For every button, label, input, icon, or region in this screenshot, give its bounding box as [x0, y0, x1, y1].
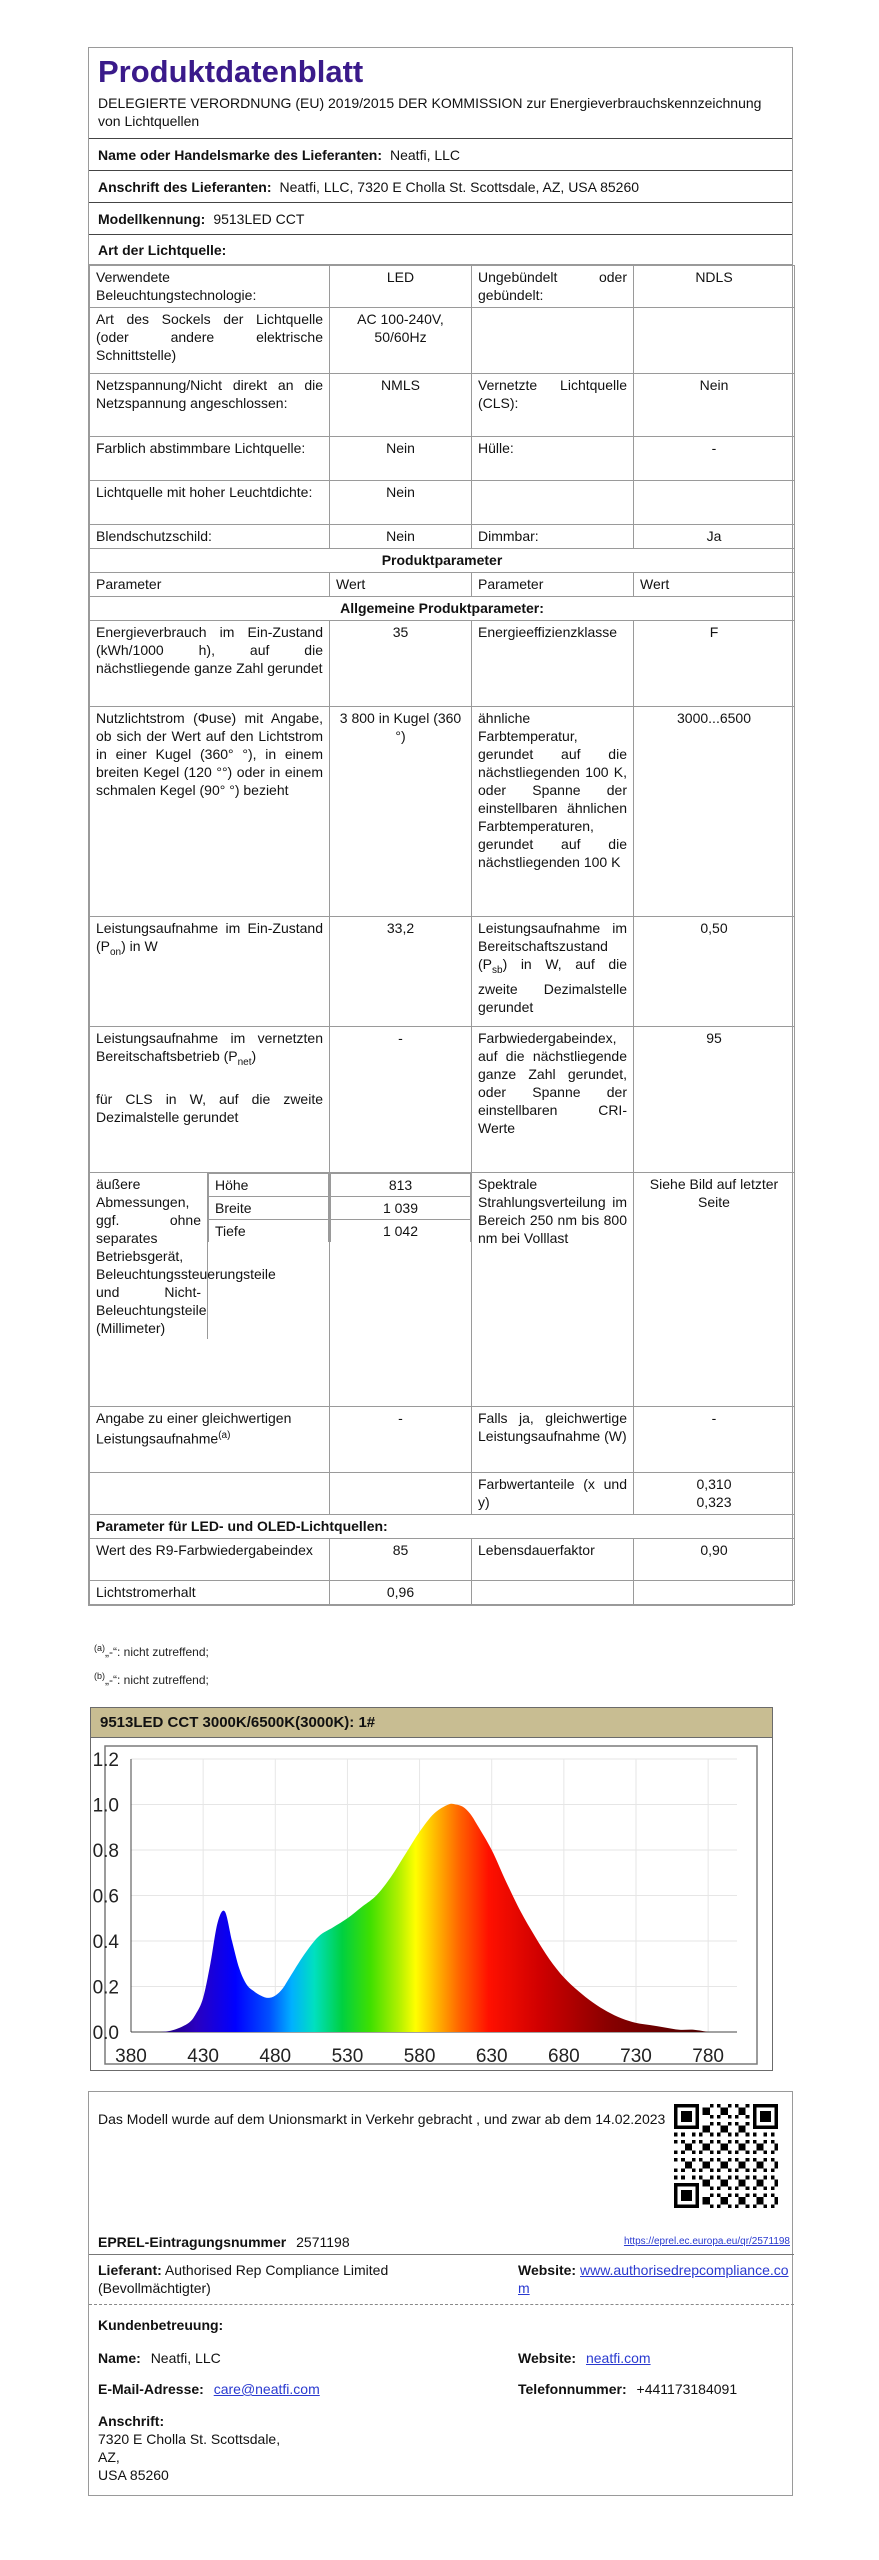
dimension-width-value: 1 039 — [331, 1197, 471, 1220]
standby-power-label — [472, 917, 634, 1027]
chart-title: 9513LED CCT 3000K/6500K(3000K): 1# — [91, 1708, 772, 1738]
table-row — [90, 573, 795, 597]
phone-value: +441173184091 — [636, 2381, 738, 2397]
equivalent-power-value: - — [330, 1407, 472, 1473]
technology-label: Verwendete Beleuchtungstechnologie: — [90, 266, 330, 308]
energy-class-label: Energieeffizienzklasse — [472, 621, 634, 707]
y-tick-label: 1.0 — [92, 1795, 119, 1817]
equivalent-watts-label: Falls ja, gleichwertige Leistungsaufnahme (W) — [472, 1407, 634, 1473]
eprel-info-block — [88, 2091, 793, 2496]
customer-website-label: Website: — [518, 2350, 577, 2366]
customer-address — [98, 2412, 280, 2484]
technology-value: LED — [330, 266, 472, 308]
table-row — [90, 549, 795, 573]
x-tick-label: 680 — [548, 2046, 580, 2067]
regulation-subtitle: DELEGIERTE VERORDNUNG (EU) 2019/2015 DER KOMMISSION zur Energieverbrauchskennzeichnung von Lichtquellen — [98, 95, 762, 129]
useful-flux-value: 3 800 in Kugel (360 °) — [330, 707, 472, 917]
registration-label: EPREL-Eintragungsnummer — [98, 2234, 287, 2250]
light-source-type-row — [89, 235, 792, 265]
customer-website-row — [518, 2349, 651, 2367]
table-row — [90, 437, 795, 481]
x-tick-label: 530 — [331, 2046, 364, 2067]
footnote-a-mark: (a) — [94, 1643, 105, 1653]
chromaticity-x: 0,310 — [696, 1476, 732, 1492]
table-row — [90, 1581, 795, 1605]
table-row — [90, 917, 795, 1027]
dimensions-cell — [90, 1173, 330, 1407]
market-date: 14.02.2023 — [595, 2111, 666, 2127]
y-tick-label: 0.0 — [92, 2023, 119, 2044]
x-tick-label: 780 — [692, 2046, 724, 2067]
y-tick-labels — [93, 1750, 120, 2044]
address-row — [89, 171, 792, 203]
column-header-value: Wert — [330, 573, 472, 597]
spectrum-area — [145, 1804, 708, 2032]
lieferant-value: Authorised Rep Compliance Limited (Bevollmächtigter) — [98, 2262, 389, 2296]
customer-name-label: Name: — [98, 2350, 141, 2366]
dimension-depth-label: Tiefe — [209, 1220, 329, 1243]
networked-standby-label — [90, 1027, 330, 1173]
table-row — [90, 525, 795, 549]
registration-number: 2571198 — [296, 2234, 350, 2250]
dimension-height-value: 813 — [331, 1174, 471, 1197]
x-tick-label: 580 — [403, 2046, 436, 2067]
x-tick-label: 430 — [187, 2046, 219, 2067]
tunable-label: Farblich abstimmbare Lichtquelle: — [90, 437, 330, 481]
networked-standby-note: für CLS in W, auf die zweite Dezimalstelle gerundet — [96, 1090, 323, 1125]
lieferant-label: Lieferant: — [98, 2262, 162, 2278]
cls-value: Nein — [634, 374, 795, 437]
x-tick-label: 380 — [115, 2046, 147, 2067]
datasheet-header — [89, 48, 792, 139]
empty-cell — [330, 1473, 472, 1515]
customer-address-line-3: USA 85260 — [98, 2467, 169, 2483]
y-tick-label: 0.6 — [92, 1886, 119, 1908]
equivalent-power-footnote: (a) — [218, 1430, 231, 1441]
qr-modules — [674, 2104, 778, 2208]
supplier-label: Name oder Handelsmarke des Lieferanten: — [98, 146, 382, 163]
cap-type-value: AC 100-240V, 50/60Hz — [330, 308, 472, 374]
customer-website-link[interactable]: neatfi.com — [585, 2350, 651, 2366]
customer-name-value: Neatfi, LLC — [150, 2350, 221, 2366]
address-value: Neatfi, LLC, 7320 E Cholla St. Scottsdale, AZ, USA 85260 — [279, 178, 640, 195]
mains-label: Netzspannung/Nicht direkt an die Netzspannung angeschlossen: — [90, 374, 330, 437]
dimension-values — [330, 1173, 471, 1242]
customer-service-title: Kundenbetreuung: — [98, 2317, 224, 2333]
spectrum-chart — [90, 1707, 773, 2071]
networked-standby-text: Leistungsaufnahme im vernetzten Bereitschaftsbetrieb (P — [96, 1030, 323, 1064]
lieferant-row — [98, 2261, 498, 2297]
high-luminance-value: Nein — [330, 481, 472, 525]
empty-cell — [634, 481, 795, 525]
general-parameters-heading: Allgemeine Produktparameter: — [90, 597, 795, 621]
customer-address-line-2: AZ, — [98, 2449, 120, 2465]
table-row — [90, 1407, 795, 1473]
table-row — [90, 374, 795, 437]
y-tick-label: 0.8 — [92, 1841, 119, 1862]
envelope-value: - — [634, 437, 795, 481]
equivalent-power-text: Angabe zu einer gleichwertigen Leistungsaufnahme — [96, 1410, 292, 1447]
spectral-distribution-label: Spektrale Strahlungsverteilung im Bereich 250 nm bis 800 nm bei Volllast — [472, 1173, 634, 1407]
equivalent-watts-value: - — [634, 1407, 795, 1473]
spectrum-plot — [91, 1739, 774, 2071]
equivalent-power-label — [90, 1407, 330, 1473]
lumen-maintenance-value: 0,96 — [330, 1581, 472, 1605]
anti-glare-label: Blendschutzschild: — [90, 525, 330, 549]
x-tick-labels — [115, 2046, 724, 2067]
empty-cell — [472, 1581, 634, 1605]
column-header-parameter: Parameter — [472, 573, 634, 597]
on-mode-power-text: Leistungsaufnahme im Ein-Zustand (P — [96, 920, 323, 954]
cct-label: ähnliche Farbtemperatur, gerundet auf die nächstliegenden 100 K, oder Spanne der einstellbaren ähnlichen Farbtemperaturen, gerundet auf die nächstliegenden 100 K — [472, 707, 634, 917]
directional-label: Ungebündelt oder gebündelt: — [472, 266, 634, 308]
cct-value: 3000...6500 — [634, 707, 795, 917]
dimmable-label: Dimmbar: — [472, 525, 634, 549]
y-tick-label: 0.4 — [92, 1932, 119, 1953]
tunable-value: Nein — [330, 437, 472, 481]
dimension-width-label: Breite — [209, 1197, 329, 1220]
x-tick-label: 480 — [259, 2046, 292, 2067]
light-source-type-label: Art der Lichtquelle: — [98, 241, 227, 258]
customer-name-row — [98, 2349, 221, 2367]
anti-glare-value: Nein — [330, 525, 472, 549]
market-placement-text — [98, 2110, 665, 2128]
supplier-value: Neatfi, LLC — [390, 146, 461, 163]
standby-power-sub: sb — [492, 964, 503, 976]
empty-cell — [472, 481, 634, 525]
standby-power-value: 0,50 — [634, 917, 795, 1027]
table-row — [90, 266, 795, 308]
footnote-a-text: „-“: nicht zutreffend; — [105, 1645, 209, 1659]
table-row — [90, 1515, 795, 1539]
empty-cell — [634, 308, 795, 374]
customer-address-label: Anschrift: — [98, 2413, 165, 2429]
datasheet-title: Produktdatenblatt — [98, 54, 364, 89]
cri-label: Farbwiedergabeindex, auf die nächstliegende ganze Zahl gerundet, oder Spanne der einstellbaren CRI-Werte — [472, 1027, 634, 1173]
column-header-value: Wert — [634, 573, 795, 597]
table-row — [90, 1173, 795, 1407]
survival-factor-label: Lebensdauerfaktor — [472, 1539, 634, 1581]
empty-cell — [472, 308, 634, 374]
on-mode-power-sub: on — [110, 946, 122, 958]
lieferant-website-row — [518, 2261, 792, 2297]
dimension-keys — [208, 1173, 329, 1242]
y-tick-label: 0.2 — [92, 1977, 119, 1999]
email-link[interactable]: care@neatfi.com — [213, 2381, 320, 2397]
dimension-values-cell — [330, 1173, 472, 1407]
supplier-row — [89, 139, 792, 171]
table-row — [90, 1473, 795, 1515]
email-label: E-Mail-Adresse: — [98, 2381, 204, 2397]
chromaticity-label: Farbwertanteile (x und y) — [472, 1473, 634, 1515]
y-tick-label: 1.2 — [92, 1750, 119, 1771]
lieferant-website-label: Website: — [518, 2262, 577, 2278]
table-row — [90, 1539, 795, 1581]
led-parameters-heading: Parameter für LED- und OLED-Lichtquellen: — [90, 1515, 795, 1539]
table-row — [90, 621, 795, 707]
useful-flux-label: Nutzlichtstrom (Φuse) mit Angabe, ob sich der Wert auf den Lichtstrom in einer Kugel (360° °), in einem breiten Kegel (120 °°) oder in einem schmalen Kegel (90° °) bezieht — [90, 707, 330, 917]
table-row — [90, 597, 795, 621]
dimension-depth-value: 1 042 — [331, 1220, 471, 1243]
column-header-parameter: Parameter — [90, 573, 330, 597]
qr-code-icon[interactable] — [674, 2104, 778, 2208]
standby-power-text: Leistungsaufnahme im Bereitschaftszustand (P — [478, 920, 627, 972]
market-text: Das Modell wurde auf dem Unionsmarkt in Verkehr gebracht , und zwar ab dem — [98, 2111, 592, 2127]
networked-standby-sub: net — [237, 1056, 252, 1068]
footnotes — [94, 1636, 209, 1692]
registration-row — [98, 2233, 350, 2251]
networked-standby-value: - — [330, 1027, 472, 1173]
cri-value: 95 — [634, 1027, 795, 1173]
x-tick-label: 630 — [475, 2046, 508, 2067]
table-row — [90, 481, 795, 525]
table-row — [90, 308, 795, 374]
customer-address-line-1: 7320 E Cholla St. Scottsdale, — [98, 2431, 281, 2447]
dimension-height-label: Höhe — [209, 1174, 329, 1197]
phone-row — [518, 2380, 737, 2398]
product-parameters-heading: Produktparameter — [90, 549, 795, 573]
footnote-b-text: „-“: nicht zutreffend; — [105, 1673, 209, 1687]
envelope-label: Hülle: — [472, 437, 634, 481]
footnote-b-mark: (b) — [94, 1671, 105, 1681]
email-row — [98, 2380, 320, 2398]
mains-value: NMLS — [330, 374, 472, 437]
footnote-a — [94, 1636, 209, 1664]
cls-label: Vernetzte Lichtquelle (CLS): — [472, 374, 634, 437]
standby-power-unit: ) in W, auf die zweite Dezimalstelle gerundet — [478, 956, 627, 1015]
eprel-url-link[interactable]: https://eprel.ec.europa.eu/qr/2571198 — [623, 2236, 790, 2247]
high-luminance-label: Lichtquelle mit hoher Leuchtdichte: — [90, 481, 330, 525]
empty-cell — [634, 1581, 795, 1605]
spec-table — [89, 265, 795, 1605]
x-tick-label: 730 — [620, 2046, 652, 2067]
cap-type-label: Art des Sockels der Lichtquelle (oder andere elektrische Schnittstelle) — [90, 308, 330, 374]
product-datasheet — [88, 47, 793, 1606]
energy-consumption-value: 35 — [330, 621, 472, 707]
on-mode-power-value: 33,2 — [330, 917, 472, 1027]
on-mode-power-label — [90, 917, 330, 1027]
table-row — [90, 1027, 795, 1173]
footnote-b — [94, 1664, 209, 1692]
survival-factor-value: 0,90 — [634, 1539, 795, 1581]
spectral-distribution-value: Siehe Bild auf letzter Seite — [634, 1173, 795, 1407]
lumen-maintenance-label: Lichtstromerhalt — [90, 1581, 330, 1605]
address-label: Anschrift des Lieferanten: — [98, 178, 272, 195]
energy-class-value: F — [634, 621, 795, 707]
networked-standby-close: ) — [251, 1048, 257, 1064]
model-label: Modellkennung: — [98, 210, 206, 227]
dimensions-label: äußere Abmessungen, ggf. ohne separates Betriebsgerät, Beleuchtungssteuerungsteile und Nicht-Beleuchtungsteile (Millimeter) — [90, 1173, 208, 1339]
chromaticity-y: 0,323 — [696, 1494, 732, 1510]
on-mode-power-unit: ) in W — [121, 938, 158, 954]
lieferant-website-link[interactable]: www.authorisedrepcompliance.com — [518, 2262, 789, 2296]
dashed-divider — [89, 2304, 794, 2305]
dimmable-value: Ja — [634, 525, 795, 549]
model-row — [89, 203, 792, 235]
phone-label: Telefonnummer: — [518, 2381, 627, 2397]
table-row — [90, 707, 795, 917]
empty-cell — [90, 1473, 330, 1515]
directional-value: NDLS — [634, 266, 795, 308]
divider — [89, 2254, 794, 2255]
energy-consumption-label: Energieverbrauch im Ein-Zustand (kWh/1000 h), auf die nächstliegende ganze Zahl gerundet — [90, 621, 330, 707]
chromaticity-value — [634, 1473, 795, 1515]
r9-label: Wert des R9-Farbwiedergabeindex — [90, 1539, 330, 1581]
r9-value: 85 — [330, 1539, 472, 1581]
model-value: 9513LED CCT — [213, 210, 305, 227]
